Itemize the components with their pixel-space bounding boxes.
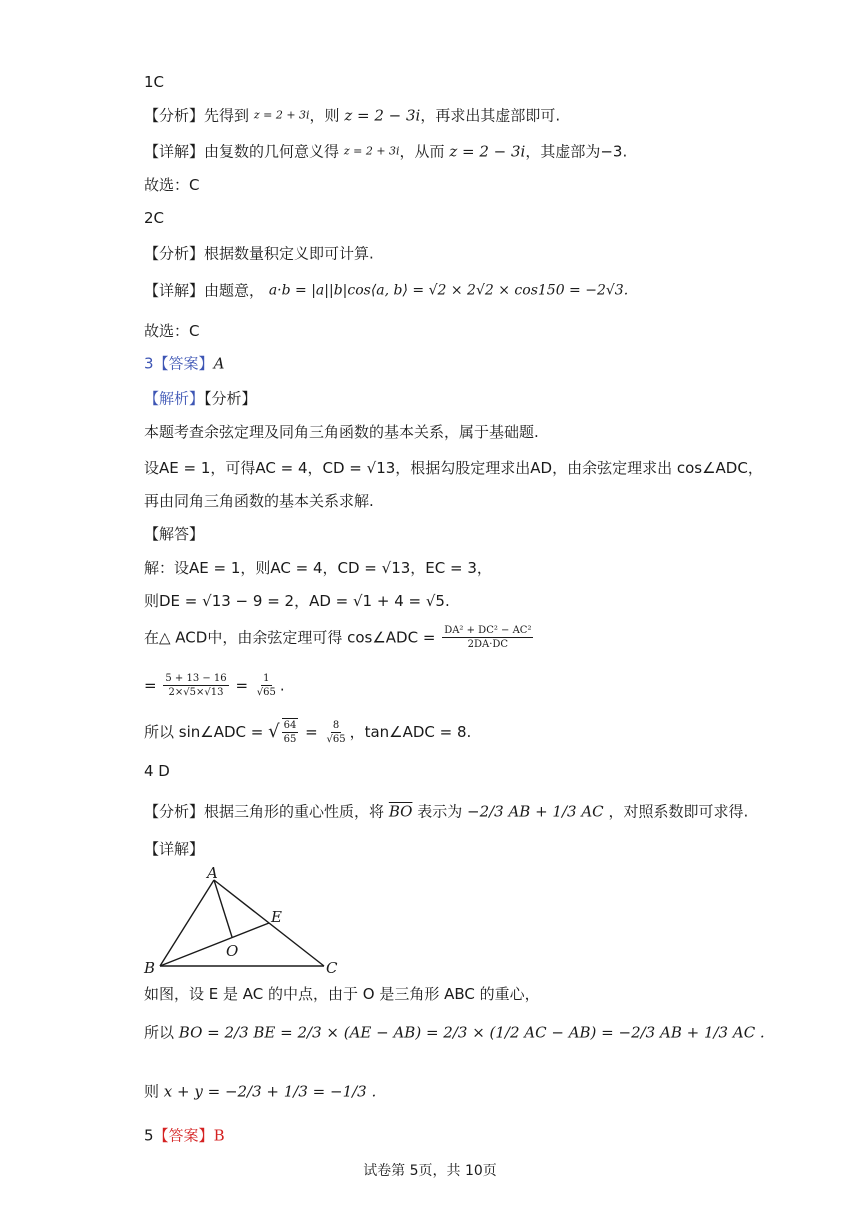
- page-footer: 试卷第 5页，共 10页: [363, 1163, 497, 1179]
- q4-line2: 所以 BO = 2/3 BE = 2/3 × (AE − AB) = 2/3 × (1/2 AC − AB) = −2/3 AB + 1/3 AC .: [144, 1023, 765, 1042]
- q1-number: 1C: [144, 73, 165, 91]
- q3-header: 3【答案】A: [144, 354, 225, 373]
- sum-formula: x + y = −2/3 + 1/3 = −1/3 .: [163, 1082, 377, 1101]
- q4-number: 4 D: [144, 762, 170, 780]
- q3-line8: 所以 sin∠ADC = √ $\frac{64}{65}$ = $\frac{8}{√65}$ ，tan∠ADC = 8.: [144, 719, 472, 745]
- triangle-figure: [140, 866, 350, 978]
- q4-line1: 如图，设 E 是 AC 的中点，由于 O 是三角形 ABC 的重心，: [144, 985, 540, 1003]
- q4-detail-tag: 【详解】: [144, 840, 205, 858]
- q3-line6: 在△ ACD中，由余弦定理可得 cos∠ADC = $\frac{\text{DA² + DC² − AC²}}{2DA\cdot DC}$: [144, 625, 532, 650]
- q4-line3: 则 x + y = −2/3 + 1/3 = −1/3 .: [144, 1082, 377, 1101]
- q3-line7: = $\frac{5 + 13 - 16}{2\times√5\times√13}$ = $\frac{1}{√65}$ .: [144, 673, 285, 698]
- q2-analysis: 【分析】根据数量积定义即可计算.: [144, 244, 374, 263]
- q1-detail: 【详解】由复数的几何意义得 z = 2 + 3i，从而 z = 2 − 3i，其虚部为−3.: [144, 142, 628, 161]
- label-c: C: [326, 959, 338, 977]
- q3-line1: 本题考查余弦定理及同角三角函数的基本关系，属于基础题.: [144, 423, 539, 441]
- median-be: [160, 923, 269, 966]
- label-o: O: [226, 942, 239, 960]
- q1-choose: 故选：C: [144, 176, 200, 194]
- edge-ab: [160, 880, 214, 966]
- zbar-eq: z = 2 − 3i: [344, 106, 421, 125]
- q3-tags: 【解析】【分析】: [144, 389, 257, 408]
- q3-jieda-tag: 【解答】: [144, 525, 205, 543]
- q2-choose: 故选：C: [144, 322, 200, 340]
- z-eq: z = 2 + 3i: [253, 108, 310, 122]
- label-e: E: [271, 908, 282, 926]
- cosine-fraction: $\frac{\text{DA² + DC² − AC²}}{2DA\cdot DC}$: [444, 625, 532, 650]
- q3-line3: 再由同角三角函数的基本关系求解.: [144, 492, 374, 510]
- q3-line5: 则DE = √13 − 9 = 2，AD = √1 + 4 = √5.: [144, 592, 450, 610]
- label-b: B: [144, 959, 156, 977]
- answer-tag: 【答案】: [153, 354, 214, 373]
- q3-line2: 设AE = 1，可得AC = 4，CD = √13，根据勾股定理求出AD，由余弦定理求出 cos∠ADC，: [144, 459, 763, 477]
- analysis-tag: 【分析】: [144, 106, 205, 125]
- segment-ao: [214, 880, 232, 937]
- q1-analysis: 【分析】先得到 z = 2 + 3i，则 z = 2 − 3i，再求出其虚部即可.: [144, 106, 561, 125]
- q2-number: 2C: [144, 209, 165, 227]
- dot-product-formula: a·b = |a||b|cos⟨a, b⟩ = √2 × 2√2 × cos150 = −2√3.: [268, 282, 629, 299]
- answer-tag: 【答案】: [153, 1126, 214, 1145]
- q3-line4: 解：设AE = 1，则AC = 4，CD = √13，EC = 3，: [144, 559, 492, 577]
- centroid-vector-formula: BO = 2/3 BE = 2/3 × (AE − AB) = 2/3 × (1/2 AC − AB) = −2/3 AB + 1/3 AC .: [178, 1023, 765, 1042]
- label-a: A: [207, 866, 218, 882]
- q2-detail: 【详解】由题意， a·b = |a||b|cos⟨a, b⟩ = √2 × 2√2 × cos150 = −2√3.: [144, 281, 629, 300]
- q4-analysis: 【分析】根据三角形的重心性质，将 $\overline{BO}$ 表示为 −2/3 AB + 1/3 AC ，对照系数即可求得.: [144, 802, 749, 821]
- detail-tag: 【详解】: [144, 142, 205, 161]
- q5-header: 5【答案】B: [144, 1126, 225, 1145]
